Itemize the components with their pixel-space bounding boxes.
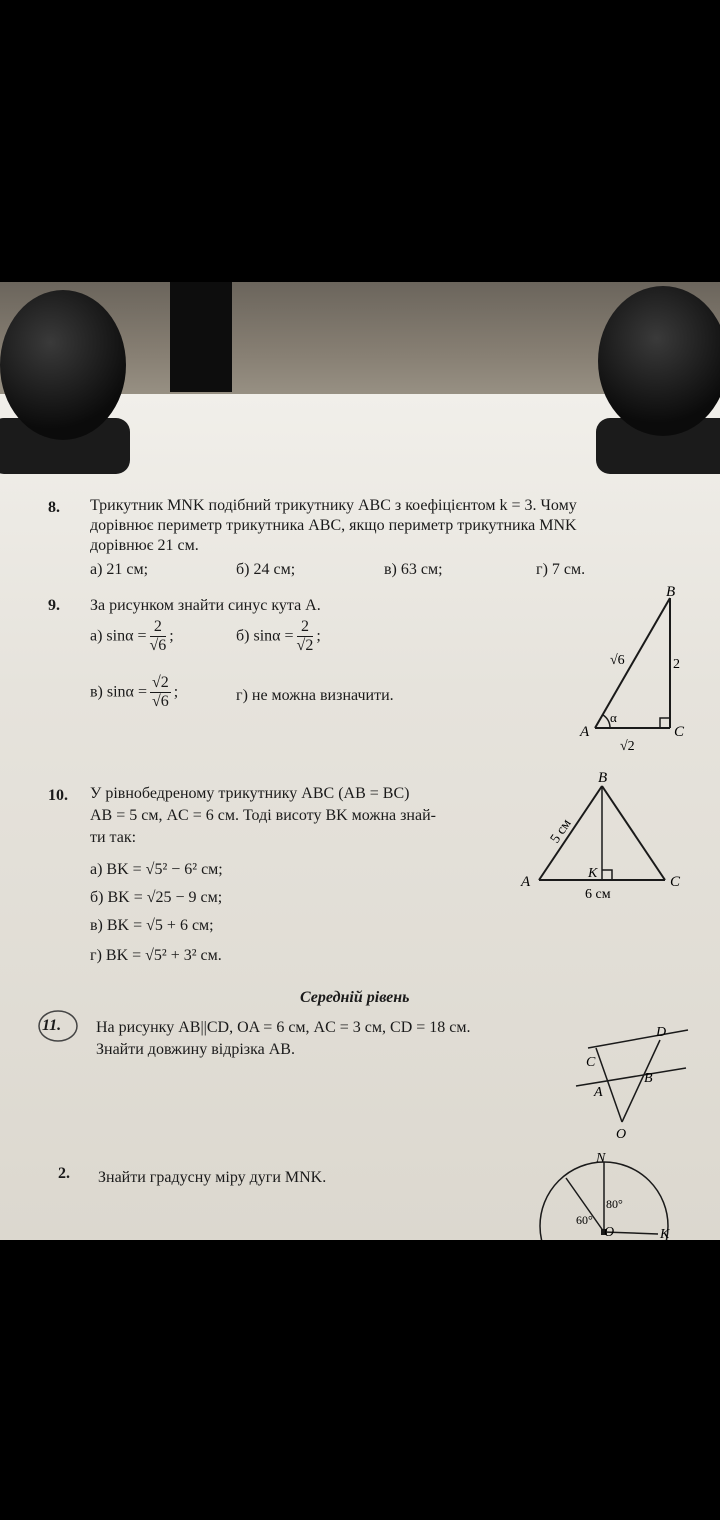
q9-option-d: г) не можна визначити.: [236, 687, 394, 704]
q9-option-b: б) sinα = $\frac{2}{√2}$ ;: [236, 618, 321, 654]
q8-line2: дорівнює периметр трикутника ABC, якщо периметр трикутника MNK: [90, 517, 577, 534]
section-heading: Середній рівень: [300, 989, 410, 1006]
q9-label-angle: α: [610, 710, 617, 725]
q9-question: За рисунком знайти синус кута A.: [90, 597, 321, 614]
q12-label-angle2: 60°: [576, 1213, 593, 1227]
q8-option-a: а) 21 см;: [90, 561, 149, 578]
q8-option-d: г) 7 см.: [536, 561, 586, 578]
q10-label-side: 5 см: [547, 816, 575, 847]
q11-label-c: C: [586, 1055, 596, 1070]
q8-line1: Трикутник MNK подібний трикутнику ABC з коефіцієнтом k = 3. Чому: [90, 497, 577, 514]
q10-number: 10.: [48, 787, 68, 804]
q12-circle-figure: [536, 1148, 686, 1240]
q12-label-o: O: [604, 1225, 615, 1240]
q10-line2: AB = 5 см, AC = 6 см. Тоді висоту BK можна знай-: [90, 807, 436, 824]
q10-label-k: K: [588, 866, 598, 881]
q9-option-a: а) sinα = $\frac{2}{√6}$ ;: [90, 618, 174, 654]
q12-question: Знайти градусну міру дуги MNK.: [98, 1169, 327, 1186]
photo: [0, 282, 720, 1240]
q11-label-d: D: [656, 1025, 667, 1040]
q10-label-a: A: [521, 874, 531, 890]
q9-label-a: A: [580, 724, 590, 740]
left-clip: [0, 290, 126, 440]
q9-number: 9.: [48, 597, 60, 614]
q10-line1: У рівнобедреному трикутнику ABC (AB = BC): [90, 785, 410, 802]
q11-label-b: B: [644, 1071, 653, 1086]
q8-option-c: в) 63 см;: [384, 561, 443, 578]
q10-option-d: г) BK = √5² + 3² см.: [90, 947, 222, 964]
pole: [170, 282, 232, 392]
q11-line1: На рисунку AB||CD, OA = 6 см, AC = 3 см, CD = 18 см.: [96, 1019, 471, 1036]
q9-option-c: в) sinα = $\frac{√2}{√6}$ ;: [90, 674, 179, 710]
q11-label-a: A: [594, 1085, 603, 1100]
q12-number: 2.: [58, 1165, 70, 1182]
q9-label-side: 2: [673, 657, 680, 672]
q10-option-a: а) BK = √5² − 6² см;: [90, 861, 223, 878]
q8-line3: дорівнює 21 см.: [90, 537, 199, 554]
q9-label-b: B: [666, 584, 676, 600]
q11-parallel-lines-figure: [560, 1018, 695, 1138]
q9-label-base: √2: [620, 739, 635, 754]
q9-triangle-figure: [570, 578, 700, 758]
q8-number: 8.: [48, 499, 60, 516]
q12-label-angle1: 80°: [606, 1197, 623, 1211]
q8-option-b: б) 24 см;: [236, 561, 296, 578]
q10-option-b: б) BK = √25 − 9 см;: [90, 889, 223, 906]
q10-triangle-figure: [515, 766, 695, 906]
q9-label-c: C: [674, 724, 685, 740]
q10-label-b: B: [598, 770, 608, 786]
q12-label-n: N: [596, 1151, 606, 1166]
right-clip: [598, 286, 720, 436]
q10-option-c: в) BK = √5 + 6 см;: [90, 917, 214, 934]
q11-label-o: O: [616, 1127, 627, 1138]
q9-label-hyp: √6: [610, 653, 625, 668]
q12-label-k: K: [660, 1227, 670, 1240]
q10-line3: ти так:: [90, 829, 137, 846]
q11-line2: Знайти довжину відрізка AB.: [96, 1041, 295, 1058]
q11-number: 11.: [42, 1017, 62, 1034]
q10-label-base: 6 см: [585, 887, 611, 902]
q10-label-c: C: [670, 874, 681, 890]
